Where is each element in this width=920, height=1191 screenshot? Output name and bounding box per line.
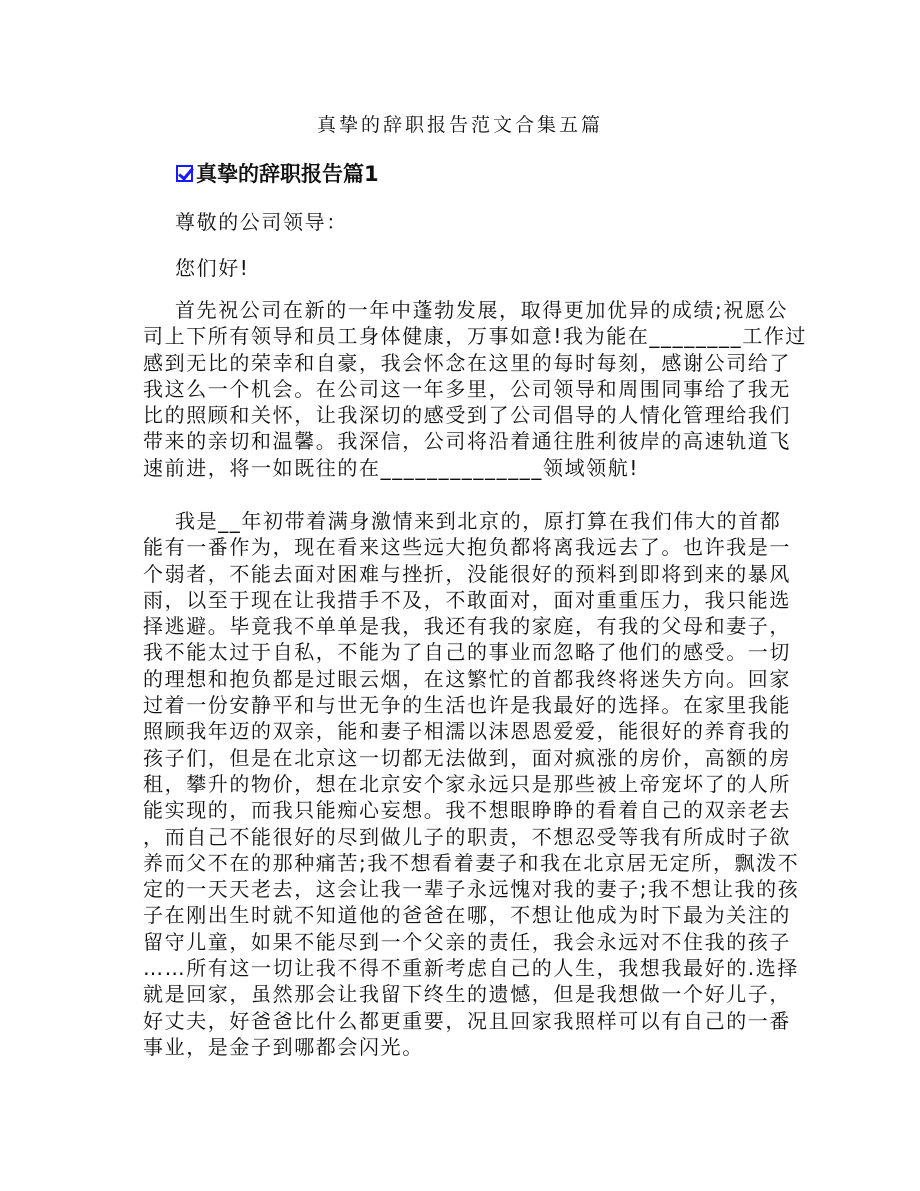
paragraph-line: 照顾我年迈的双亲，能和妻子相濡以沫恩恩爱爱，能很好的养育我的 (143, 719, 791, 744)
paragraph-line: 留守儿童，如果不能尽到一个父亲的责任，我会永远对不住我的孩子 (143, 929, 791, 954)
document-title: 真挚的辞职报告范文合集五篇 (316, 114, 603, 136)
paragraph-line: 能实现的，而我只能痴心妄想。我不想眼睁睁的看着自己的双亲老去 (143, 798, 791, 823)
paragraph-line: 带来的亲切和温馨。我深信，公司将沿着通往胜利彼岸的高速轨道飞 (143, 429, 791, 454)
paragraph-line: 我是__年初带着满身激情来到北京的，原打算在我们伟大的首都 (175, 509, 782, 533)
paragraph-line: 过着一份安静平和与世无争的生活也许是我最好的选择。在家里我能 (143, 693, 791, 718)
paragraph-line: 养而父不在的那种痛苦;我不想看着妻子和我在北京居无定所，飘泼不 (143, 850, 800, 875)
paragraph-line: 孩子们，但是在北京这一切都无法做到，面对疯涨的房价，高额的房 (143, 745, 791, 770)
paragraph-line: 择逃避。毕竟我不单单是我，我还有我的家庭，有我的父母和妻子， (143, 614, 791, 639)
paragraph-line: 比的照顾和关怀，让我深切的感受到了公司倡导的人情化管理给我们 (143, 403, 791, 428)
paragraph-line: ……所有这一切让我不得不重新考虑自己的人生，我想我最好的.选择 (143, 956, 799, 981)
paragraph-line: 的理想和抱负都是过眼云烟，在这繁忙的首都我终将迷失方向。回家 (143, 666, 791, 691)
checkbox-checked-icon (176, 165, 193, 182)
paragraph-line: 我这么一个机会。在公司这一年多里，公司领导和周围同事给了我无 (143, 376, 791, 401)
paragraph-line: 定的一天天老去，这会让我一辈子永远愧对我的妻子;我不想让我的孩 (143, 877, 800, 902)
paragraph-line: 司上下所有领导和员工身体健康，万事如意!我为能在________工作过 (143, 324, 808, 349)
paragraph-line: 雨，以至于现在让我措手不及，不敢面对，面对重重压力，我只能选 (143, 587, 791, 612)
paragraph-line: 速前进，将一如既往的在______________领域领航! (143, 455, 640, 480)
salutation: 尊敬的公司领导： (175, 210, 348, 234)
greeting: 您们好! (175, 256, 250, 280)
paragraph-line: 事业，是金子到哪都会闪光。 (143, 1034, 424, 1059)
paragraph-line: 就是回家，虽然那会让我留下终生的遗憾，但是我想做一个好儿子， (143, 982, 791, 1007)
paragraph-2 (143, 508, 799, 1060)
paragraph-line: 好丈夫，好爸爸比什么都更重要，况且回家我照样可以有自己的一番 (143, 1008, 791, 1033)
paragraph-line: 能有一番作为，现在看来这些远大抱负都将离我远去了。也许我是一 (143, 535, 791, 560)
paragraph-line: 租，攀升的物价，想在北京安个家永远只是那些被上帝宠坏了的人所 (143, 771, 791, 796)
paragraph-line: 感到无比的荣幸和自豪，我会怀念在这里的每时每刻，感谢公司给了 (143, 350, 791, 375)
paragraph-1 (143, 297, 807, 481)
section-heading (176, 158, 379, 188)
paragraph-line: ，而自己不能很好的尽到做儿子的职责，不想忍受等我有所成时子欲 (143, 824, 791, 849)
paragraph-line: 个弱者，不能去面对困难与挫折，没能很好的预料到即将到来的暴风 (143, 561, 791, 586)
paragraph-line: 我不能太过于自私，不能为了自己的事业而忽略了他们的感受。一切 (143, 640, 791, 665)
paragraph-line: 首先祝公司在新的一年中蓬勃发展，取得更加优异的成绩;祝愿公 (175, 298, 789, 322)
paragraph-line: 子在刚出生时就不知道他的爸爸在哪，不想让他成为时下最为关注的 (143, 903, 791, 928)
section-heading-text: 真挚的辞职报告篇1 (196, 162, 379, 186)
